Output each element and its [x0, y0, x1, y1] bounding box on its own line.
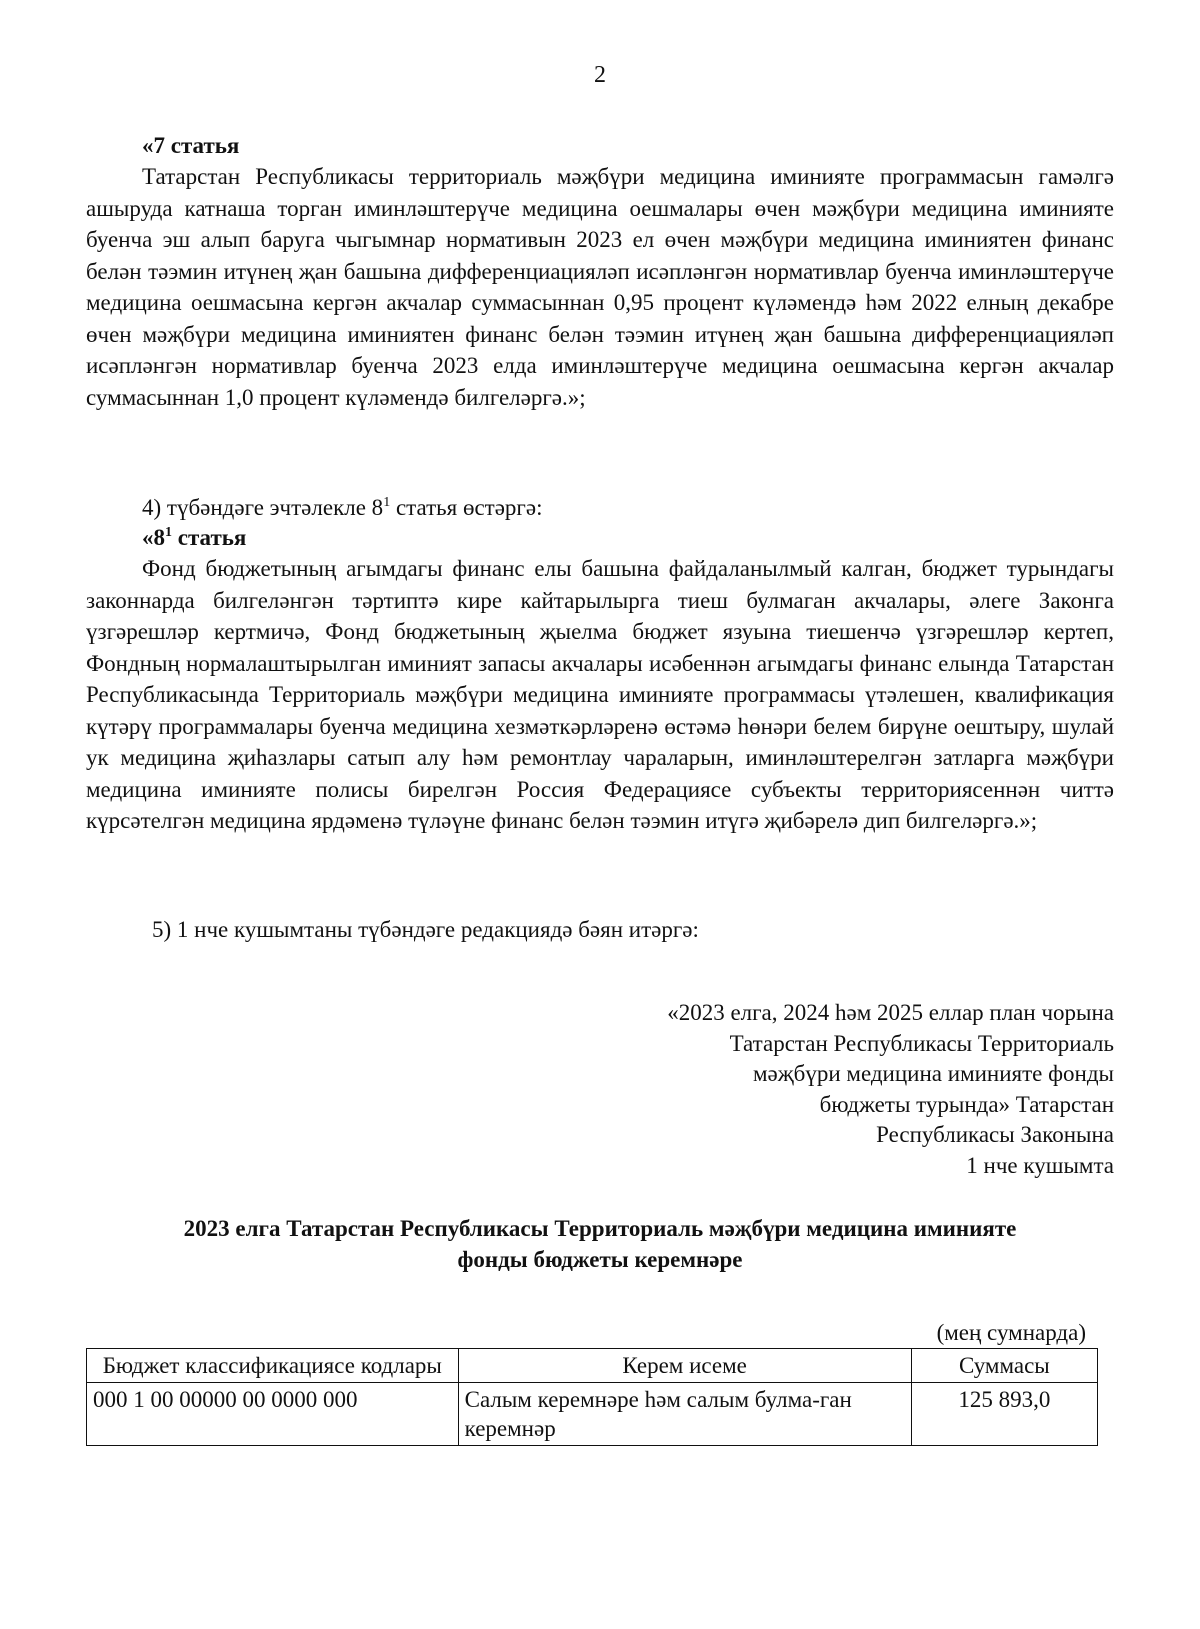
article-7-text: Татарстан Республикасы территориаль мәҗбүри медицина иминияте программасын гамәлгә ашыруда катнаша торган иминләштерүче медицина оешмалары өчен мәҗбүри медицина иминияте буенча эш алып баруга чыгымнар нормативын 2023 ел өчен мәҗбүри медицина иминиятен финанс белән тәэмин итүнең җан башына дифференциацияләп исәпләнгән нормативлар буенча иминләштерүче медицина оешмасына кергән акчалар суммасыннан 0,95 процент күләмендә һәм 2022 елның декабре өчен мәҗбүри медицина иминиятен финанс белән тәэмин итүнең җан башына дифференциацияләп исәпләнгән нормативлар буенча 2023 елда иминләштерүче медицина оешмасына кергән акчалар суммасыннан 1,0 процент күләмендә билгеләргә.»; — [86, 164, 1114, 410]
appendix-line: Татарстан Республикасы Территориаль — [729, 1030, 1114, 1056]
appendix-line: «2023 елга, 2024 һәм 2025 еллар план чорына — [667, 1000, 1114, 1025]
cell-amount: 125 893,0 — [911, 1383, 1097, 1446]
article-8-1-heading: «$8^1$ статья — [142, 525, 247, 550]
header-codes: Бюджет классификациясе кодлары — [87, 1349, 459, 1383]
cell-code: 000 1 00 00000 00 0000 000 — [87, 1383, 459, 1446]
page-number: 2 — [594, 62, 606, 88]
table-title-line: фонды бюджеты керемнәре — [457, 1247, 743, 1272]
appendix-line: Республикасы Законына — [876, 1122, 1114, 1147]
appendix-note — [667, 998, 1114, 1181]
cell-name: Салым керемнәре һәм салым булма-ган керемнәр — [458, 1383, 911, 1446]
item-4 — [86, 492, 1114, 523]
item-4-text: 4) түбәндәге эчтәлекле $8^1$ статья өстәргә: — [142, 495, 543, 520]
table-title-line: 2023 елга Татарстан Республикасы Территориаль мәҗбүри медицина иминияте — [183, 1216, 1017, 1241]
units-note: (мең сумнарда) — [936, 1320, 1086, 1345]
appendix-line: 1 нче кушымта — [966, 1152, 1114, 1178]
appendix-line: мәҗбүри медицина иминияте фонды — [752, 1061, 1114, 1086]
article-7 — [86, 130, 1114, 413]
article-8-1 — [86, 522, 1114, 837]
article-7-heading: «7 статья — [142, 133, 240, 158]
item-5 — [96, 914, 1124, 945]
appendix-line: бюджеты турында» Татарстан — [819, 1091, 1114, 1117]
revenue-table — [86, 1348, 1098, 1446]
article-8-1-text: Фонд бюджетының агымдагы финанс елы башына файдаланылмый калган, бюджет турындагы законнарда билгеләнгән тәртиптә кире кайтарылырга тиеш булмаган акчалары, әлеге Законга үзгәрешләр кертмичә, Фонд бюджетының җыелма бюджет язуына тиешенчә үзгәрешләр кертеп, Фондның нормалаштырылган иминият запасы акчалары исәбеннән агымдагы финанс елында Татарстан Республикасында Территориаль мәҗбүри медицина иминияте программасы үтәлешен, квалификация күтәрү программалары буенча медицина хезмәткәрләренә өстәмә һөнәри белем бирүне оештыру, шулай ук медицина җиһазлары сатып алу һәм ремонтлау чараларын, иминләштерелгән затларга мәҗбүри медицина иминияте полисы бирелгән Россия Федерациясе субъекты территориясеннән читтә күрсәтелгән медицина ярдәменә түләүне финанс белән тәэмин итүгә җибәрелә дип билгеләргә.»; — [86, 556, 1114, 833]
header-name: Керем исеме — [458, 1349, 911, 1383]
item-5-text: 5) 1 нче кушымтаны түбәндәге редакциядә бәян итәргә: — [152, 917, 699, 942]
table-header-row — [87, 1349, 1098, 1383]
header-amount: Суммасы — [911, 1349, 1097, 1383]
table-title — [86, 1213, 1114, 1275]
table-row — [87, 1383, 1098, 1446]
